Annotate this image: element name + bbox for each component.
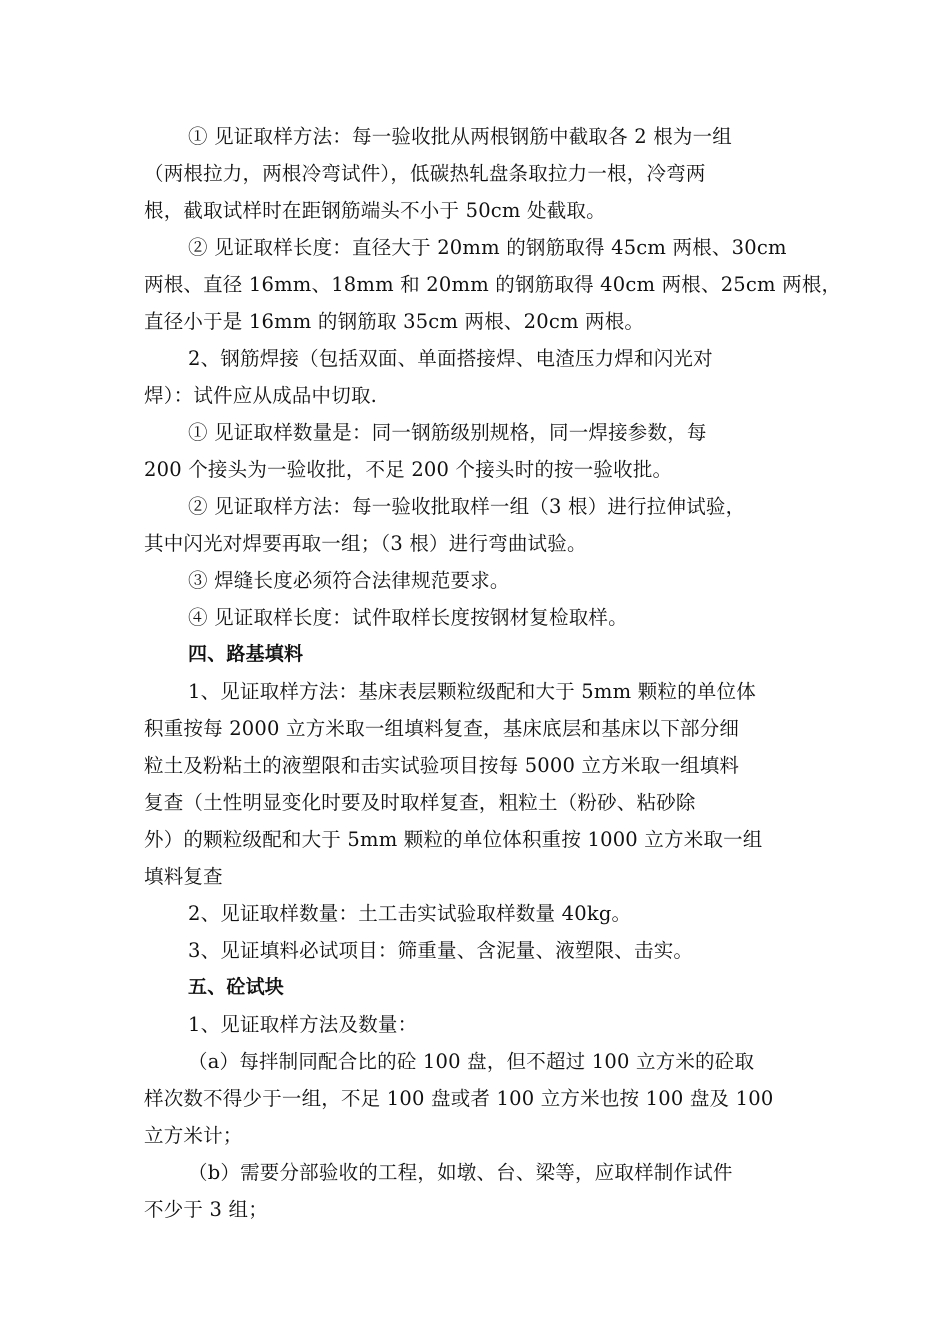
text-line: 200 个接头为一验收批，不足 200 个接头时的按一验收批。 bbox=[144, 458, 673, 481]
text-line: 根，截取试样时在距钢筋端头不小于 50cm 处截取。 bbox=[144, 199, 606, 222]
text-line: （b）需要分部验收的工程，如墩、台、梁等，应取样制作试件 bbox=[188, 1161, 733, 1184]
text-line: ③ 焊缝长度必须符合法律规范要求。 bbox=[188, 569, 510, 592]
text-line: 填料复查 bbox=[144, 865, 223, 888]
section-heading: 四、路基填料 bbox=[188, 643, 304, 665]
text-line: 其中闪光对焊要再取一组；（3 根）进行弯曲试验。 bbox=[144, 532, 587, 555]
text-line: 2、钢筋焊接（包括双面、单面搭接焊、电渣压力焊和闪光对 bbox=[188, 347, 713, 370]
text-line: ④ 见证取样长度：试件取样长度按钢材复检取样。 bbox=[188, 606, 628, 629]
text-line: 3、见证填料必试项目：筛重量、含泥量、液塑限、击实。 bbox=[188, 939, 694, 962]
text-line: 2、见证取样数量：土工击实试验取样数量 40kg。 bbox=[188, 902, 632, 925]
text-line: （两根拉力，两根冷弯试件），低碳热轧盘条取拉力一根，冷弯两 bbox=[144, 162, 706, 185]
text-line: ① 见证取样数量是：同一钢筋级别规格，同一焊接参数，每 bbox=[188, 421, 707, 444]
text-line: 1、见证取样方法及数量： bbox=[188, 1013, 418, 1036]
text-line: 粒土及粉粘土的液塑限和击实试验项目按每 5000 立方米取一组填料 bbox=[144, 754, 740, 777]
text-line: 焊）：试件应从成品中切取. bbox=[144, 384, 378, 407]
text-line: 不少于 3 组； bbox=[144, 1198, 268, 1221]
section-heading: 五、砼试块 bbox=[188, 976, 285, 998]
text-line: ② 见证取样方法：每一验收批取样一组（3 根）进行拉伸试验， bbox=[188, 495, 746, 518]
text-line: 积重按每 2000 立方米取一组填料复查，基床底层和基床以下部分细 bbox=[144, 717, 740, 740]
text-line: ① 见证取样方法：每一验收批从两根钢筋中截取各 2 根为一组 bbox=[188, 125, 733, 148]
text-line: 外）的颗粒级配和大于 5mm 颗粒的单位体积重按 1000 立方米取一组 bbox=[144, 828, 763, 851]
text-line: （a）每拌制同配合比的砼 100 盘，但不超过 100 立方米的砼取 bbox=[188, 1050, 755, 1073]
text-line: 复查（土性明显变化时要及时取样复查，粗粒土（粉砂、粘砂除 bbox=[144, 791, 696, 814]
text-line: ② 见证取样长度：直径大于 20mm 的钢筋取得 45cm 两根、30cm bbox=[188, 236, 787, 259]
text-line: 两根、直径 16mm、18mm 和 20mm 的钢筋取得 40cm 两根、25cm 两根， bbox=[144, 273, 842, 296]
text-line: 样次数不得少于一组，不足 100 盘或者 100 立方米也按 100 盘及 100 bbox=[144, 1087, 774, 1110]
text-line: 立方米计； bbox=[144, 1124, 243, 1147]
text-line: 1、见证取样方法：基床表层颗粒级配和大于 5mm 颗粒的单位体 bbox=[188, 680, 756, 703]
document-body bbox=[144, 118, 842, 1228]
text-line: 直径小于是 16mm 的钢筋取 35cm 两根、20cm 两根。 bbox=[144, 310, 645, 333]
